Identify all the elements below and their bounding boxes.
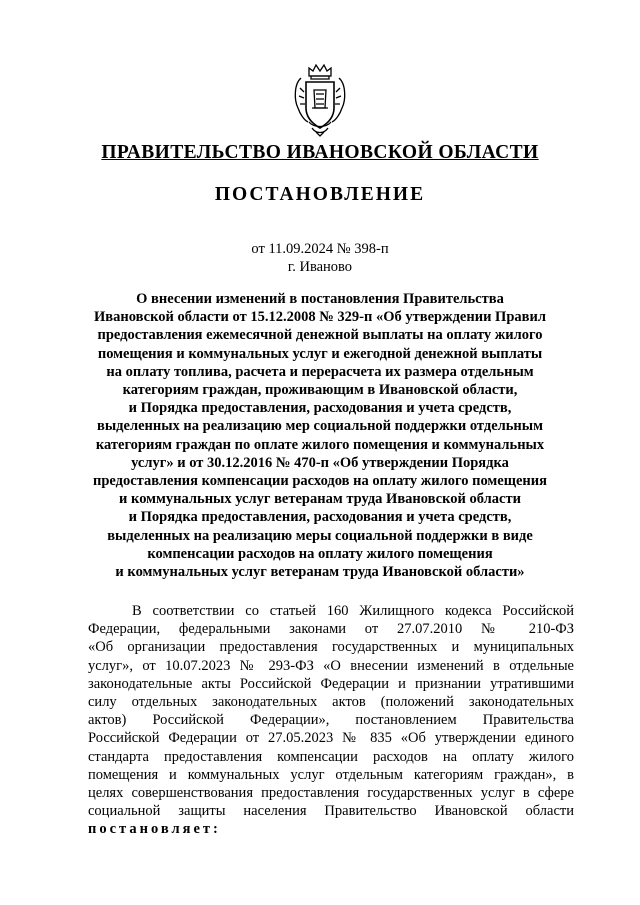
body-line: актов) Российской Федерации», постановлением Правительства — [88, 712, 574, 729]
body-line: законодательные акты Российской Федерации и признании утратившими — [88, 675, 574, 692]
title-line: и коммунальных услуг ветеранам труда Ивановской области — [119, 491, 521, 508]
title-line: и Порядка предоставления, расходования и учета средств, — [128, 400, 512, 417]
body-line: Федерации, федеральными законами от 27.07.2010 № 210-ФЗ — [88, 621, 574, 638]
date-block — [0, 240, 640, 276]
title-line: услуг» и от 30.12.2016 № 470-п «Об утверждении Порядка — [131, 454, 509, 471]
body-line: Российской Федерации от 27.05.2023 № 835 «Об утверждении единого — [88, 730, 574, 747]
title-line: Ивановской области от 15.12.2008 № 329-п «Об утверждении Правил — [94, 309, 546, 326]
body-line: услуг», от 10.07.2023 № 293-ФЗ «О внесении изменений в отдельные — [88, 657, 574, 674]
title-line: помещения и коммунальных услуг и ежегодной денежной выплаты — [97, 345, 543, 362]
title-line: и коммунальных услуг ветеранам труда Ивановской области» — [115, 564, 525, 581]
body-line: «Об организации предоставления государственных и муниципальных — [88, 639, 574, 656]
title-line: на оплату топлива, расчета и перерасчета их размера отдельным — [106, 363, 534, 380]
document-title — [60, 290, 580, 581]
title-line: компенсации расходов на оплату жилого помещения — [147, 545, 493, 562]
date-number: от 11.09.2024 № 398-п — [251, 241, 389, 257]
resolution-verb: постановляет: — [88, 821, 221, 838]
organization-name: ПРАВИТЕЛЬСТВО ИВАНОВСКОЙ ОБЛАСТИ — [101, 142, 539, 163]
body-line: стандарта предоставления компенсации расходов на оплату жилого — [88, 748, 574, 765]
body-line: социальной защиты населения Правительство Ивановской области — [88, 803, 574, 820]
title-line: предоставления компенсации расходов на оплату жилого помещения — [93, 473, 547, 490]
body-line: В соответствии со статьей 160 Жилищного кодекса Российской — [132, 603, 574, 619]
title-line: предоставления ежемесячной денежной выплаты на оплату жилого — [97, 327, 543, 344]
title-line: О внесении изменений в постановления Правительства — [136, 291, 504, 307]
city: г. Иваново — [287, 259, 353, 275]
body-line: силу отдельных законодательных актов (положений законодательных — [88, 693, 574, 710]
body-line: целях совершенствования предоставления государственных услуг в сфере — [88, 784, 574, 801]
title-line: и Порядка предоставления, расходования и учета средств, — [128, 509, 512, 526]
title-line: выделенных на реализацию мер социальной поддержки отдельным — [97, 418, 543, 435]
title-line: категориям граждан по оплате жилого помещения и коммунальных — [95, 436, 545, 453]
document-type: ПОСТАНОВЛЕНИЕ — [214, 184, 426, 205]
title-line: выделенных на реализацию меры социальной поддержки в виде — [107, 527, 533, 544]
document-body — [88, 602, 574, 838]
coat-of-arms-icon — [292, 62, 348, 138]
body-line: помещения и коммунальных услуг отдельным категориям граждан», в — [88, 766, 574, 783]
title-line: категориям граждан, проживающим в Ивановской области, — [122, 382, 518, 399]
